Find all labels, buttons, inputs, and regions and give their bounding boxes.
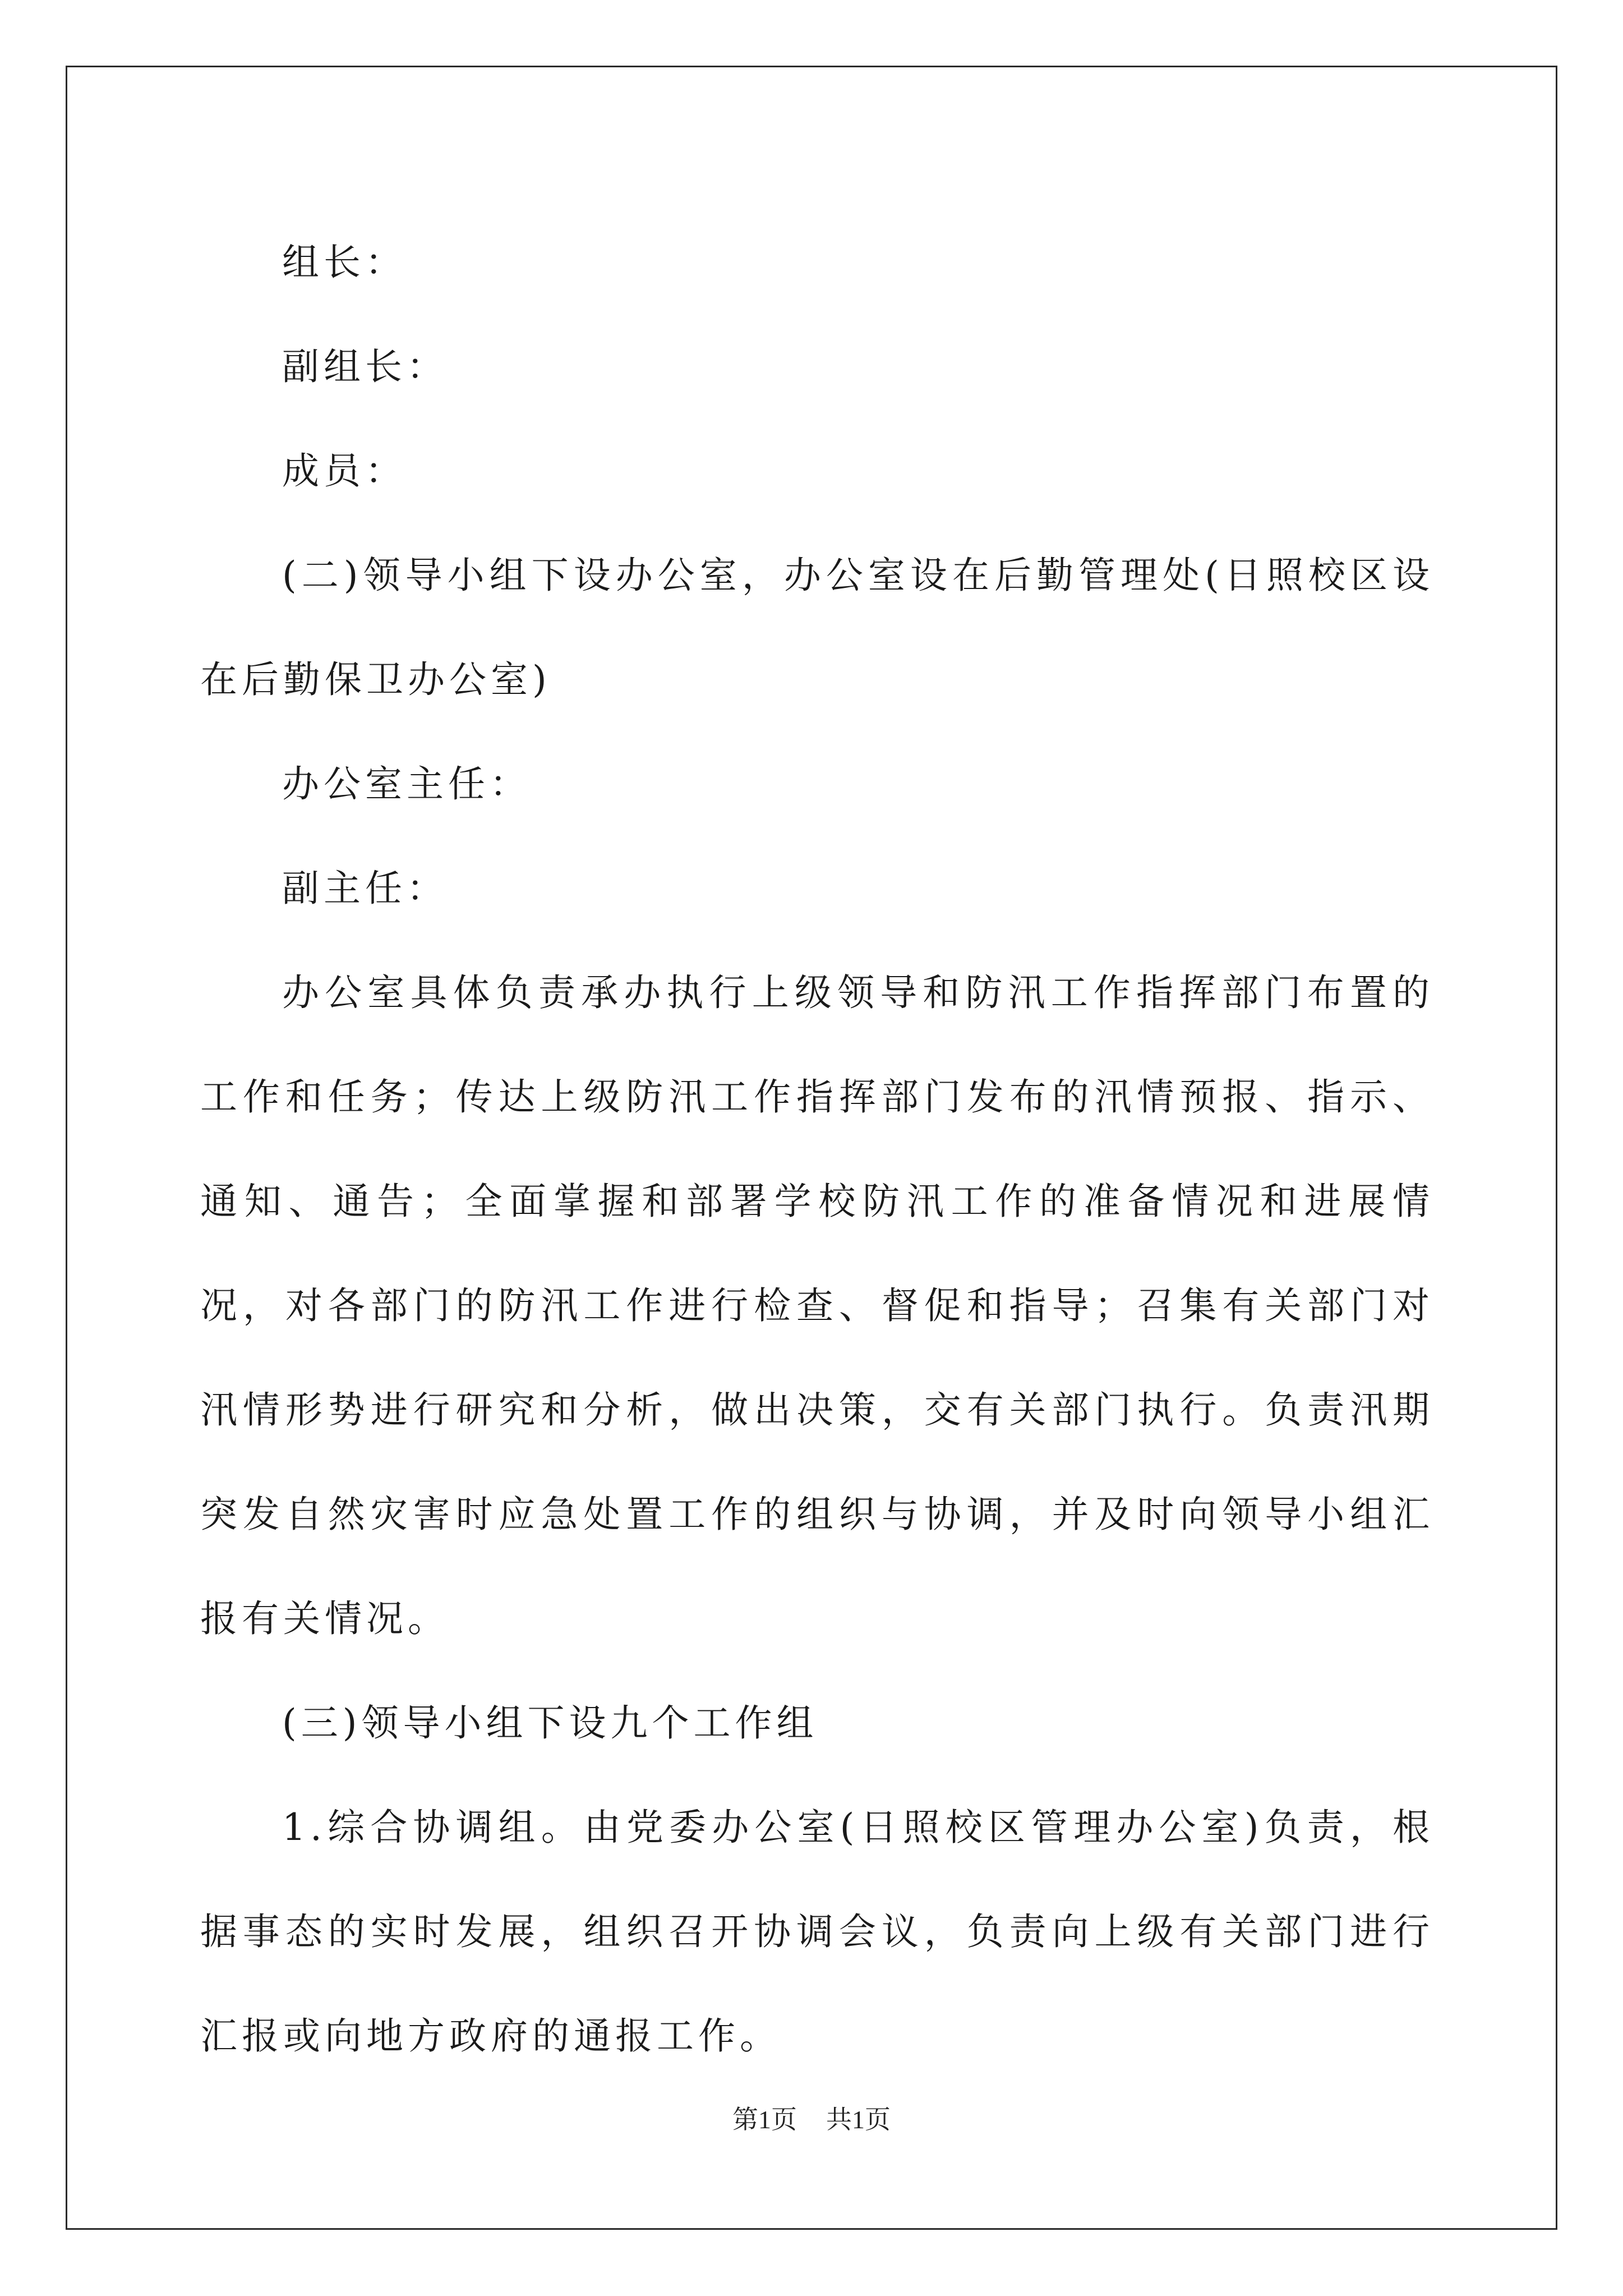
- paragraph-deputy-leader: 副组长：: [282, 345, 448, 388]
- paragraph-office-setup: (二)领导小组下设办公室，办公室设在后勤管理处(日照校区设在后勤保卫办公室): [200, 554, 1434, 701]
- paragraph-work-groups: (三)领导小组下设九个工作组: [282, 1701, 818, 1745]
- page-total: 共1页: [826, 2105, 891, 2134]
- page-number: 第1页: [732, 2105, 797, 2134]
- paragraph-leader: 组长：: [282, 241, 407, 284]
- paragraph-members: 成员：: [282, 449, 407, 493]
- page-footer: [0, 2099, 1623, 2136]
- paragraph-coordination-group: 1.综合协调组。由党委办公室(日照校区管理办公室)负责，根据事态的实时发展，组织召开协调会议，负责向上级有关部门进行汇报或向地方政府的通报工作。: [200, 1806, 1434, 2058]
- paragraph-office-director: 办公室主任：: [282, 762, 531, 806]
- paragraph-office-duties: 办公室具体负责承办执行上级领导和防汛工作指挥部门布置的工作和任务；传达上级防汛工作指挥部门发布的汛情预报、指示、通知、通告；全面掌握和部署学校防汛工作的准备情况和进展情况，对各部门的防汛工作进行检查、督促和指导；召集有关部门对汛情形势进行研究和分析，做出决策，交有关部门执行。负责汛期突发自然灾害时应急处置工作的组织与协调，并及时向领导小组汇报有关情况。: [200, 971, 1434, 1640]
- document-body: [200, 210, 1434, 2088]
- paragraph-deputy-director: 副主任：: [282, 867, 448, 910]
